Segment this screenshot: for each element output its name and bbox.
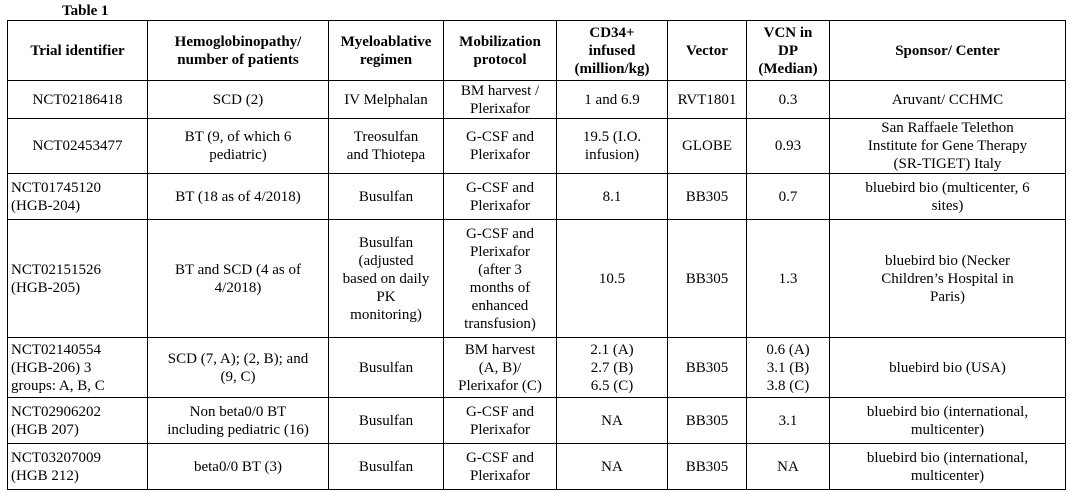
table-row xyxy=(8,444,1066,490)
cell-text-line: 0.93 xyxy=(774,138,802,154)
cell-text-line: BB305 xyxy=(685,270,729,287)
cell-text-line: Plerixafor xyxy=(470,243,530,260)
vcn-cell xyxy=(747,174,830,220)
vector-cell xyxy=(668,119,747,174)
cell-text-line: Plerixafor (C) xyxy=(458,377,542,394)
cd34-cell xyxy=(557,81,668,119)
cell-text-line: including pediatric (16) xyxy=(167,421,309,438)
mobilization-cell xyxy=(444,119,557,174)
header-trial-identifier xyxy=(8,21,148,81)
sponsor-cell xyxy=(830,338,1066,398)
cell-text-line: (HGB 212) xyxy=(11,467,79,484)
header-row xyxy=(8,21,1066,81)
table-caption: Table 1 xyxy=(62,3,109,19)
cell-text-line: beta0/0 BT (3) xyxy=(193,458,283,475)
hemoglobinopathy-cell xyxy=(148,81,329,119)
cell-text-line: NCT01745120 xyxy=(11,179,101,196)
header-text-line: VCN in xyxy=(763,24,813,41)
cell-text-line: NCT02906202 xyxy=(11,403,101,420)
trial-identifier-cell xyxy=(8,398,148,444)
mobilization-cell xyxy=(444,338,557,398)
cell-text-line: NA xyxy=(777,458,799,475)
table-body xyxy=(8,81,1066,490)
cell-text-line: Institute for Gene Therapy xyxy=(867,138,1028,154)
cell-text-line: Busulfan xyxy=(358,188,414,205)
cell-text-line: 4/2018) xyxy=(214,279,262,296)
cell-text-line: BB305 xyxy=(685,188,729,205)
trial-identifier-cell xyxy=(8,338,148,398)
hemoglobinopathy-cell xyxy=(148,398,329,444)
cell-text-line: 1.3 xyxy=(778,270,798,287)
cell-text-line: infusion) xyxy=(584,147,640,163)
cell-text-line: Plerixafor xyxy=(470,421,530,438)
mobilization-cell xyxy=(444,444,557,490)
hemoglobinopathy-cell xyxy=(148,174,329,220)
sponsor-cell xyxy=(830,119,1066,174)
regimen-cell xyxy=(329,81,444,119)
cell-text-line: 3.1 xyxy=(778,412,798,429)
header-vector xyxy=(668,21,747,81)
header-text-line: protocol xyxy=(473,51,527,68)
trial-identifier-cell xyxy=(8,444,148,490)
cell-text-line: Busulfan xyxy=(358,412,414,429)
cell-text-line: Non beta0/0 BT xyxy=(189,403,287,420)
header-hemoglobinopathy xyxy=(148,21,329,81)
cell-text-line: G-CSF and xyxy=(466,225,534,242)
cell-text-line: Busulfan xyxy=(358,359,414,376)
cell-text-line: bluebird bio (multicenter, 6 xyxy=(865,179,1030,196)
header-text-line: Mobilization xyxy=(459,33,541,50)
cell-text-line: 3.1 (B) xyxy=(766,359,810,376)
header-text-line: Hemoglobinopathy/ xyxy=(174,33,302,50)
cell-text-line: NCT02151526 xyxy=(11,261,101,278)
cell-text-line: NCT02453477 xyxy=(32,138,123,154)
table-row xyxy=(8,338,1066,398)
cell-text-line: RVT1801 xyxy=(677,91,737,108)
cell-text-line: Paris) xyxy=(930,288,965,305)
vcn-cell xyxy=(747,444,830,490)
cell-text-line: 8.1 xyxy=(602,188,622,205)
cell-text-line: BM harvest xyxy=(464,341,536,358)
cell-text-line: months of xyxy=(469,279,531,296)
cell-text-line: G-CSF and xyxy=(466,129,534,145)
header-sponsor-center xyxy=(830,21,1066,81)
cell-text-line: BT (18 as of 4/2018) xyxy=(175,188,301,205)
cell-text-line: sites) xyxy=(931,197,964,214)
cell-text-line: NA xyxy=(601,412,623,429)
cell-text-line: G-CSF and xyxy=(466,179,534,196)
cell-text-line: (after 3 xyxy=(478,261,522,278)
regimen-cell xyxy=(329,119,444,174)
vector-cell xyxy=(668,398,747,444)
header-text-line: Vector xyxy=(686,42,728,59)
cell-text-line: BM harvest / xyxy=(460,82,540,99)
cell-text-line: NCT02140554 xyxy=(11,341,101,358)
cell-text-line: G-CSF and xyxy=(466,403,534,420)
cell-text-line: NCT03207009 xyxy=(11,449,101,466)
vcn-cell xyxy=(747,398,830,444)
table-row xyxy=(8,220,1066,338)
mobilization-cell xyxy=(444,174,557,220)
hemoglobinopathy-cell xyxy=(148,220,329,338)
header-vcn xyxy=(747,21,830,81)
vector-cell xyxy=(668,174,747,220)
sponsor-cell xyxy=(830,81,1066,119)
cell-text-line: bluebird bio (USA) xyxy=(889,359,1006,376)
header-cd34-infused xyxy=(557,21,668,81)
cell-text-line: 2.7 (B) xyxy=(590,359,634,376)
cell-text-line: Plerixafor xyxy=(470,467,530,484)
regimen-cell xyxy=(329,220,444,338)
cell-text-line: 0.6 (A) xyxy=(766,341,810,358)
hemoglobinopathy-cell xyxy=(148,119,329,174)
cell-text-line: 1 and 6.9 xyxy=(584,91,640,108)
cell-text-line: (A, B)/ xyxy=(478,359,522,376)
cell-text-line: Plerixafor xyxy=(470,100,530,117)
cell-text-line: (SR-TIGET) Italy xyxy=(893,156,1002,172)
cell-text-line: Children’s Hospital in xyxy=(881,270,1014,287)
cell-text-line: SCD (7, A); (2, B); and xyxy=(167,350,309,367)
sponsor-cell xyxy=(830,174,1066,220)
cell-text-line: Treosulfan xyxy=(353,129,419,145)
cell-text-line: (adjusted xyxy=(358,252,414,269)
sponsor-cell xyxy=(830,220,1066,338)
cell-text-line: 10.5 xyxy=(598,270,626,287)
cell-text-line: monitoring) xyxy=(350,306,422,323)
cd34-cell xyxy=(557,119,668,174)
cell-text-line: Plerixafor xyxy=(470,197,530,214)
cell-text-line: bluebird bio (international, xyxy=(866,403,1029,420)
cell-text-line: NCT02186418 xyxy=(32,91,123,108)
vcn-cell xyxy=(747,81,830,119)
cell-text-line: 19.5 (I.O. xyxy=(582,129,642,145)
cell-text-line: (HGB-205) xyxy=(11,279,81,296)
trial-identifier-cell xyxy=(8,119,148,174)
header-text-line: CD34+ xyxy=(589,24,635,41)
sponsor-cell xyxy=(830,398,1066,444)
vcn-cell xyxy=(747,220,830,338)
table-row xyxy=(8,81,1066,119)
cd34-cell xyxy=(557,398,668,444)
cell-text-line: pediatric) xyxy=(209,147,267,163)
hemoglobinopathy-cell xyxy=(148,444,329,490)
cell-text-line: 0.7 xyxy=(778,188,798,205)
cell-text-line: Aruvant/ CCHMC xyxy=(891,91,1004,108)
vcn-cell xyxy=(747,119,830,174)
cell-text-line: NA xyxy=(601,458,623,475)
cell-text-line: BB305 xyxy=(685,359,729,376)
cell-text-line: enhanced xyxy=(471,297,529,314)
cell-text-line: 6.5 (C) xyxy=(590,377,634,394)
sponsor-cell xyxy=(830,444,1066,490)
cell-text-line: and Thiotepa xyxy=(346,147,426,163)
header-text-line: DP xyxy=(778,42,798,59)
mobilization-cell xyxy=(444,81,557,119)
cell-text-line: 3.8 (C) xyxy=(766,377,810,394)
trial-identifier-cell xyxy=(8,174,148,220)
regimen-cell xyxy=(329,338,444,398)
cell-text-line: 2.1 (A) xyxy=(590,341,634,358)
cell-text-line: PK xyxy=(376,288,396,305)
table-row xyxy=(8,398,1066,444)
regimen-cell xyxy=(329,398,444,444)
header-text-line: Trial identifier xyxy=(30,42,125,59)
cell-text-line: IV Melphalan xyxy=(344,91,428,108)
trials-table xyxy=(7,20,1066,490)
regimen-cell xyxy=(329,174,444,220)
vector-cell xyxy=(668,81,747,119)
mobilization-cell xyxy=(444,398,557,444)
cell-text-line: Busulfan xyxy=(358,458,414,475)
header-text-line: regimen xyxy=(359,51,413,68)
cd34-cell xyxy=(557,220,668,338)
cell-text-line: multicenter) xyxy=(910,421,985,438)
cell-text-line: G-CSF and xyxy=(466,449,534,466)
table-row xyxy=(8,119,1066,174)
cell-text-line: multicenter) xyxy=(910,467,985,484)
header-text-line: Myeloablative xyxy=(340,33,432,50)
cell-text-line: Plerixafor xyxy=(470,147,530,163)
header-text-line: (Median) xyxy=(758,60,818,77)
cell-text-line: BT (9, of which 6 xyxy=(184,129,292,145)
hemoglobinopathy-cell xyxy=(148,338,329,398)
cell-text-line: (9, C) xyxy=(220,368,256,385)
cell-text-line: San Raffaele Telethon xyxy=(881,120,1014,136)
cell-text-line: Busulfan xyxy=(358,234,414,251)
cell-text-line: bluebird bio (international, xyxy=(866,449,1029,466)
header-myeloablative-regimen xyxy=(329,21,444,81)
mobilization-cell xyxy=(444,220,557,338)
vector-cell xyxy=(668,220,747,338)
trial-identifier-cell xyxy=(8,220,148,338)
cell-text-line: BB305 xyxy=(685,412,729,429)
cell-text-line: GLOBE xyxy=(682,138,732,154)
header-text-line: infused xyxy=(588,42,636,59)
cell-text-line: BB305 xyxy=(685,458,729,475)
regimen-cell xyxy=(329,444,444,490)
cell-text-line: 0.3 xyxy=(778,91,798,108)
vector-cell xyxy=(668,338,747,398)
cell-text-line: (HGB 207) xyxy=(11,421,79,438)
cd34-cell xyxy=(557,174,668,220)
cd34-cell xyxy=(557,444,668,490)
cell-text-line: (HGB-204) xyxy=(11,197,81,214)
cell-text-line: transfusion) xyxy=(464,315,536,332)
vcn-cell xyxy=(747,338,830,398)
header-text-line: Sponsor/ Center xyxy=(895,42,1000,59)
cell-text-line: (HGB-206) 3 xyxy=(11,359,92,376)
header-text-line: number of patients xyxy=(177,51,299,68)
cell-text-line: BT and SCD (4 as of xyxy=(175,261,301,278)
cell-text-line: SCD (2) xyxy=(212,91,264,108)
cell-text-line: based on daily xyxy=(342,270,430,287)
header-text-line: (million/kg) xyxy=(574,60,650,77)
cell-text-line: bluebird bio (Necker xyxy=(885,252,1010,269)
cell-text-line: groups: A, B, C xyxy=(11,377,105,394)
cd34-cell xyxy=(557,338,668,398)
vector-cell xyxy=(668,444,747,490)
trial-identifier-cell xyxy=(8,81,148,119)
header-mobilization-protocol xyxy=(444,21,557,81)
table-row xyxy=(8,174,1066,220)
